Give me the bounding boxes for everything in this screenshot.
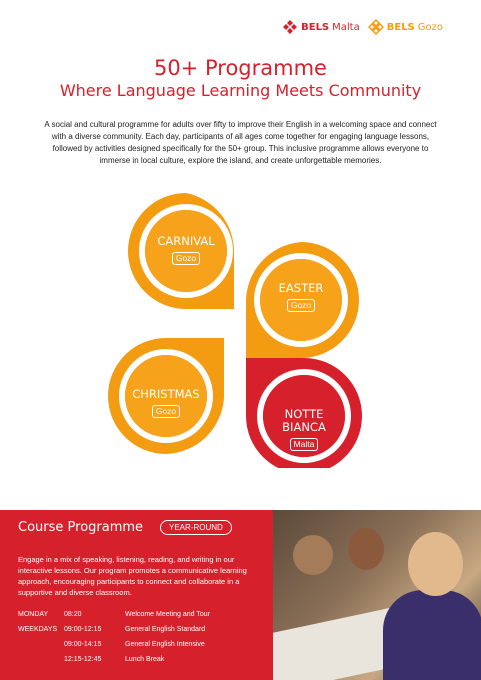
bels-malta-logo <box>282 19 360 35</box>
bels-gozo-flower-icon <box>368 19 384 35</box>
schedule-row <box>18 626 268 641</box>
schedule-activity: General English Intensive <box>125 641 205 648</box>
schedule-row <box>18 611 268 626</box>
schedule-activity: Lunch Break <box>125 656 165 663</box>
classroom-photo <box>273 510 481 680</box>
schedule-row <box>18 641 268 656</box>
photo-person-1 <box>293 535 333 575</box>
schedule-activity: Welcome Meeting and Tour <box>125 611 210 618</box>
notte-bianca-label-line1: NOTTE <box>284 407 324 421</box>
schedule-table <box>18 611 268 671</box>
photo-person-2 <box>348 528 384 570</box>
carnival-label: CARNIVAL <box>157 234 215 248</box>
notte-bianca-event <box>254 408 354 452</box>
carnival-location-tag: Gozo <box>172 252 200 265</box>
notte-bianca-location-tag: Malta <box>290 438 319 451</box>
bels-malta-flower-icon <box>282 19 298 35</box>
schedule-row <box>18 656 268 671</box>
page-subtitle: Where Language Learning Meets Community <box>59 81 422 100</box>
schedule-time: 08:20 <box>64 611 82 618</box>
easter-label: EASTER <box>278 281 324 295</box>
photo-person-3-head <box>408 532 463 596</box>
christmas-event <box>114 387 218 419</box>
christmas-location-tag: Gozo <box>152 405 180 418</box>
page-title: 50+ Programme <box>154 56 327 80</box>
bels-malta-bold: BELS <box>301 21 330 33</box>
schedule-day: WEEKDAYS <box>18 626 58 633</box>
bels-malta-name: Malta <box>332 21 360 33</box>
bels-gozo-logo <box>368 19 443 35</box>
header-logos <box>282 19 443 35</box>
carnival-event <box>136 234 236 266</box>
year-round-badge: YEAR-ROUND <box>160 520 232 535</box>
course-title: Course Programme <box>18 520 144 535</box>
schedule-day: MONDAY <box>18 611 49 618</box>
photo-desk-shape <box>273 607 393 680</box>
easter-event <box>251 281 351 313</box>
course-description: Engage in a mix of speaking, listening, reading, and writing in our interactive lessons. Our program promotes a communicative learning approach, encouraging participants to connect and collaborate in a supportive and diverse classroom. <box>18 555 247 597</box>
easter-location-tag: Gozo <box>287 299 315 312</box>
events-flower <box>106 178 376 468</box>
schedule-time: 12:15-12:45 <box>64 656 102 663</box>
intro-paragraph: A social and cultural programme for adults over fifty to improve their English in a welcoming space and connect with a diverse community. Each day, participants of all ages come together for engaging language lessons, followed by activities designed specifically for the 50+ group. This inclusive programme allows everyone to immerse in local culture, explore the island, and create unforgettable memories. <box>44 120 437 165</box>
christmas-label: CHRISTMAS <box>132 387 200 401</box>
notte-bianca-label-line2: BIANCA <box>282 420 326 434</box>
bels-gozo-bold: BELS <box>386 21 415 33</box>
schedule-time: 09:00-14:15 <box>64 641 102 648</box>
schedule-activity: General English Standard <box>125 626 206 633</box>
photo-person-3-body <box>383 590 481 680</box>
bels-gozo-name: Gozo <box>417 21 443 33</box>
schedule-time: 09:00-12:15 <box>64 626 102 633</box>
